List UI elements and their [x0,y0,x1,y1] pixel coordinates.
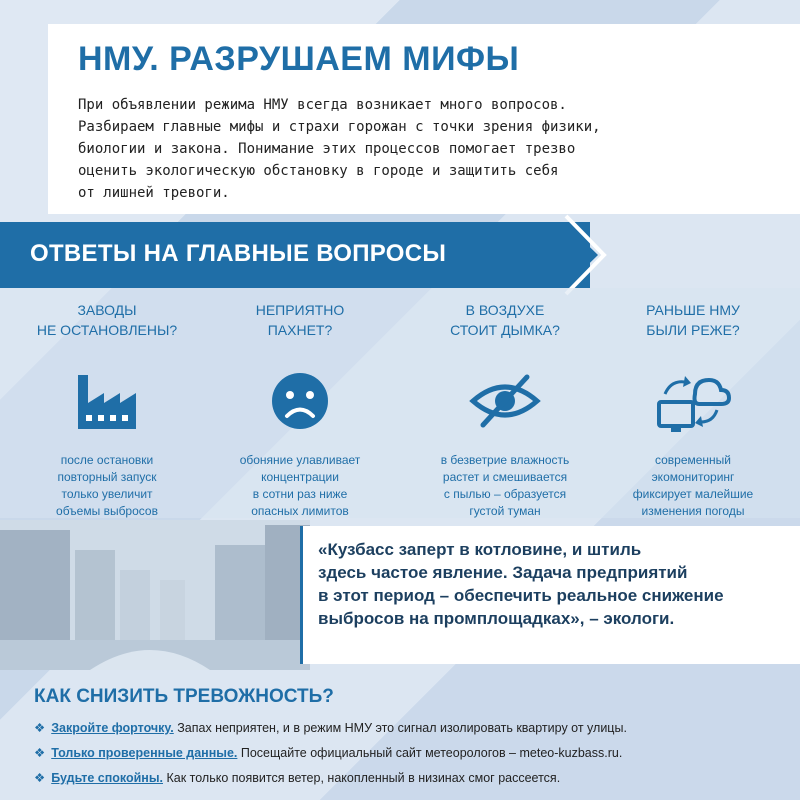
faq-answer-line: изменения погоды [641,504,745,518]
city-smog-photo [0,520,310,670]
faq-question [12,300,202,344]
faq-answer-line: концентрации [261,470,339,484]
tip-lead: Только проверенные данные. [51,746,238,760]
faq-answer [410,452,600,520]
faq-question-line: СТОИТ ДЫМКА? [450,322,560,338]
quote-line: в этот период – обеспечить реальное снижение [318,586,724,605]
faq-item [205,300,395,520]
diamond-bullet-icon: ❖ [34,771,46,785]
faq-answer-line: опасных лимитов [251,504,349,518]
eye-slash-icon [410,358,600,444]
faq-answer [12,452,202,520]
faq-answer-line: густой туман [469,504,541,518]
tip-lead: Будьте спокойны. [51,771,163,785]
factory-icon [12,358,202,444]
faq-answer [205,452,395,520]
diamond-bullet-icon: ❖ [34,746,46,760]
faq-answer-line: в безветрие влажность [440,453,570,467]
faq-question-line: ПАХНЕТ? [267,322,333,338]
faq-question [205,300,395,344]
page-title: НМУ. РАЗРУШАЕМ МИФЫ [78,40,520,78]
calm-section-title: КАК СНИЗИТЬ ТРЕВОЖНОСТЬ? [34,686,334,707]
quote-line: выбросов на промплощадках», – экологи. [318,609,675,628]
intro-text [78,94,790,204]
faq-answer-line: только увеличит [61,487,153,501]
intro-line: от лишней тревоги. [78,185,230,201]
faq-item [410,300,600,520]
quote-line: «Кузбасс заперт в котловине, и штиль [318,540,642,559]
faq-answer-line: современный [654,453,732,467]
list-item [34,766,794,791]
faq-answer-line: с пылью – образуется [443,487,567,501]
faq-answer-line: фиксирует малейшие [632,487,754,501]
faq-question-line: НЕ ОСТАНОВЛЕНЫ? [36,322,178,338]
faq-question-line: БЫЛИ РЕЖЕ? [646,322,740,338]
faq-answer-line: объемы выбросов [56,504,158,518]
faq-question-line: НЕПРИЯТНО [255,302,345,318]
quote-text [318,538,798,630]
intro-line: Разбираем главные мифы и страхи горожан с точки зрения физики, [78,119,601,135]
intro-line: При объявлении режима НМУ всегда возникает много вопросов. [78,97,567,113]
chevron-right-icon [548,212,608,298]
faq-question [410,300,600,344]
quote-line: здесь частое явление. Задача предприятий [318,563,688,582]
tip-text: Запах неприятен, и в режим НМУ это сигнал изолировать квартиру от улицы. [173,721,627,735]
faq-item [598,300,788,520]
faq-answer-line: в сотни раз ниже [252,487,348,501]
faq-answer-line: обоняние улавливает [239,453,361,467]
tip-lead: Закройте форточку. [51,721,174,735]
intro-line: биологии и закона. Понимание этих процессов помогает трезво [78,141,576,157]
faq-answer-line: растет и смешивается [442,470,568,484]
faq-answer-line: повторный запуск [57,470,157,484]
faq-answer-line: экомониторинг [651,470,735,484]
faq-question-line: В ВОЗДУХЕ [465,302,545,318]
faq-item [12,300,202,520]
cloud-monitor-sync-icon [598,358,788,444]
intro-line: оценить экологическую обстановку в городе и защитить себя [78,163,559,179]
tips-list [34,716,794,791]
faq-answer [598,452,788,520]
sad-face-icon [205,358,395,444]
faq-question-line: ЗАВОДЫ [77,302,137,318]
tip-text: Посещайте официальный сайт метеорологов – meteo-kuzbass.ru. [237,746,623,760]
diamond-bullet-icon: ❖ [34,721,46,735]
tip-text: Как только появится ветер, накопленный в низинах смог рассеется. [163,771,561,785]
faq-answer-line: после остановки [60,453,154,467]
faq-question-line: РАНЬШЕ НМУ [646,302,740,318]
section-title: ОТВЕТЫ НА ГЛАВНЫЕ ВОПРОСЫ [30,240,447,267]
list-item [34,741,794,766]
list-item [34,716,794,741]
faq-question [598,300,788,344]
